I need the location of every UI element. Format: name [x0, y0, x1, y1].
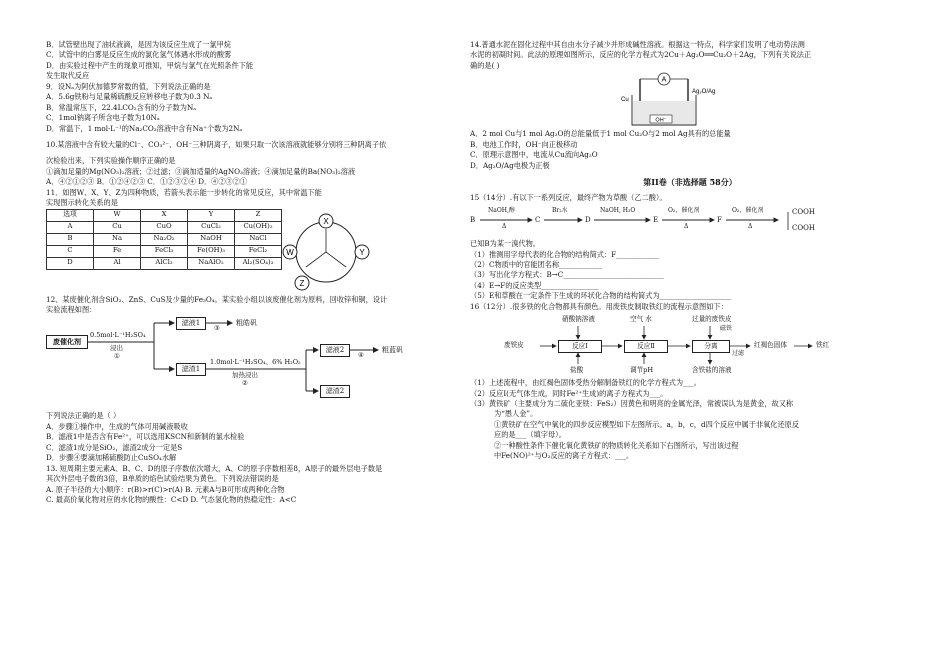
option-line: D．Ag₂O/Ag电极为正极	[470, 160, 550, 170]
adjust-ph: 调节pH	[630, 366, 654, 375]
heat-4: Δ	[684, 223, 689, 231]
reagent-hcl: 盐酸	[570, 366, 584, 375]
heat-1: Δ	[502, 223, 507, 231]
reaction-chain-15	[470, 203, 910, 239]
table-cell: Fe(OH)₃	[188, 245, 235, 257]
leach-label-1: 浸出	[110, 344, 123, 353]
acid-label-1: 0.5mol·L⁻¹H₂SO₄	[90, 331, 146, 340]
red-brown-solid: 红褐色固体	[754, 341, 787, 350]
table-cell: Al	[94, 257, 141, 269]
table-cell: Cu(OH)₂	[235, 221, 282, 233]
table-header-cell: Z	[235, 209, 282, 221]
question-14: 14.普通水泥在固化过程中其自由水分子减少并形成碱性溶液。根据这一特点，科学家们发明了电动势法测	[470, 40, 805, 49]
conversion-cycle-diagram	[278, 211, 374, 293]
left-block-a	[46, 40, 456, 209]
condition-3: NaOH, H₂O	[600, 207, 636, 215]
option-line: D．步骤④要滴加稀硫酸防止CuSO₄水解	[46, 453, 177, 463]
subquestion: （5）E和草酸在一定条件下生成的环状化合物的结构简式为____________________	[470, 291, 732, 301]
condition-5: O₂，催化剂	[732, 207, 764, 215]
flow16-arrows	[470, 312, 910, 378]
left-column	[46, 40, 456, 505]
text-line: 其次外层电子数的3倍，B单质的焰色试验结果为黄色。下列说法错误的是	[46, 474, 279, 484]
iron-red-product: 铁红	[816, 341, 830, 350]
reaction-2-box: 反应Ⅱ	[624, 340, 668, 353]
table-cell: Na₂O₂	[141, 233, 188, 245]
table-cell: Al₂(SO₄)₃	[235, 257, 282, 269]
option-line: A．5.6g铁粉与足量稀硫酸反应转移电子数为0.3 Nₐ	[46, 92, 213, 102]
table-cell: C	[47, 245, 94, 257]
option-line: A．④②①②③ B．①②④②③ C．①②③②④ D．④②③②①	[46, 177, 248, 187]
text-line: 应的是___（填字母）。	[494, 430, 566, 440]
compound-f: F	[717, 216, 722, 225]
cu-label: Cu	[621, 97, 629, 104]
subquestion: （2）C物质中的官能团名称____________	[470, 259, 603, 269]
table-cell: Na	[94, 233, 141, 245]
compound-d: D	[585, 216, 591, 225]
question-11: 11．如图W、X、Y、Z为四种物质，若箭头表示能一步转化的常见反应，其中常温下能	[46, 187, 322, 197]
text-line: 发生取代反应	[46, 71, 90, 81]
table-cell: NaCl	[235, 233, 282, 245]
text-line: 为“愚人金”。	[494, 409, 538, 419]
step-2-marker: ②	[242, 379, 248, 388]
question-11-figure	[46, 209, 456, 295]
option-line: A．2 mol Cu与1 mol Ag₂O的总能量低于1 mol Cu₂O与2 mol Ag具有的总能量	[470, 129, 731, 139]
cell-diagram	[470, 71, 910, 129]
text-line: 次检验出来，下列实验操作顺序正确的是	[46, 156, 176, 166]
text-line: ①滴加足量的Mg(NO₃)₂溶液；②过滤；③滴加适量的AgNO₃溶液；④滴加足量的Ba(NO₃)₂溶液	[46, 166, 356, 176]
option-line: B．常温常压下，22.4LCO₂含有的分子数为Nₐ	[46, 102, 197, 112]
table-cell: D	[47, 257, 94, 269]
label-w: W	[286, 247, 294, 257]
text-line: B．试管壁出现了油状液滴，是因为该反应生成了一氯甲烷	[46, 40, 231, 49]
text-line: 中Fe(NO)²⁺与O₂反应的离子方程式：___。	[494, 451, 634, 461]
table-cell: CuO	[141, 221, 188, 233]
section-heading: 第II卷（非选择题 58分）	[643, 177, 737, 188]
table-cell: NaOH	[188, 233, 235, 245]
reaction-1-box: 反应Ⅰ	[558, 340, 602, 353]
option-line: B．滤液1中是否含有Fe²⁺，可以选用KSCN和新制的氯水检验	[46, 432, 245, 442]
option-line: C．原理示意图中，电流从Cu流向Ag₂O	[470, 150, 598, 160]
option-line: C．滤渣1成分是SiO₂，滤渣2成分一定是S	[46, 442, 183, 452]
acid-label-2: 1.0mol·L⁻¹H₂SO₄、6% H₂O₂	[210, 358, 301, 367]
subquestion: （2）反应Ⅰ(无气体生成，同时Fe²⁺生成)的离子方程式为___。	[470, 388, 668, 398]
question-12: 12、某废催化剂含SiO₂、ZnS、CuS及少量的Fe₃O₄。某实验小组以该废催化剂为原料，回收锌和铜，设计	[46, 294, 388, 304]
condition-2: Br₂水	[552, 207, 568, 215]
table-cell: CuCl₂	[188, 221, 235, 233]
oxalic-cooh-bottom: COOH	[792, 224, 815, 233]
reagent-air-water: 空气 水	[630, 315, 652, 324]
compound-c: C	[535, 216, 541, 225]
heat-5: Δ	[748, 223, 753, 231]
filtrate-1-box: 滤液1	[176, 317, 206, 330]
option-line: C. 最高价氧化物对应的水化物的酸性：C<D D. 气态氢化物的热稳定性：A<C	[46, 494, 297, 504]
text-line: 水泥的初凝时间。此法的原理如图所示，反应的化学方程式为2Cu＋Ag₂O══Cu₂O＋2Ag，下列有关说法正	[470, 50, 812, 60]
text-line: ①黄铁矿在空气中氧化的四步反应模型如下左图所示。a，b，c，d四个反应中属于非氧化还原反	[494, 419, 800, 429]
reaction-flow-16	[470, 312, 910, 378]
text-line: 已知B为某一溴代物。	[470, 239, 540, 249]
substance-table	[46, 209, 282, 270]
magnet-label: 磁铁	[720, 325, 733, 333]
left-block-c	[46, 411, 456, 505]
reagent-scrap-iron: 过量的废铁皮	[692, 315, 732, 324]
question-16: 16（12分）.很多铁的化合物都具有颜色。用废铁皮制取铁红的流程示意图如下：	[470, 301, 728, 311]
table-header-cell: Y	[188, 209, 235, 221]
subquestion: （1）上述流程中，由红褐色固体受热分解制备铁红的化学方程式为___。	[470, 378, 701, 388]
product-2: 粗蓝矾	[382, 346, 403, 355]
table-row	[47, 233, 282, 245]
subquestion: （3）黄铁矿（主要成分为二硫化亚铁：FeS₂）因黄色和明亮的金属光泽，常被误认为是黄金，故又称	[470, 399, 794, 409]
text-line: 实现图示转化关系的是	[46, 198, 118, 208]
option-line: A. 原子半径的大小顺序：r(B)>r(C)>r(A) B. 元素A与B可形成两种化合物	[46, 484, 285, 494]
table-row	[47, 245, 282, 257]
meter-label: A	[661, 76, 667, 84]
step-4-marker: ④	[358, 351, 364, 360]
option-line: C．1mol钠离子所含电子数为10Nₐ	[46, 113, 160, 123]
separation-box: 分离	[692, 340, 730, 353]
text-line: 确的是( )	[470, 60, 500, 70]
question-9: 9．设Nₐ为阿伏加德罗常数的值，下列说法正确的是	[46, 81, 211, 91]
step-1-marker: ①	[114, 352, 120, 361]
filtrate-2-box: 滤液2	[320, 344, 350, 357]
leach-label-2: 加热浸出	[232, 371, 258, 380]
table-cell: Fe	[94, 245, 141, 257]
table-row	[47, 221, 282, 233]
label-y: Y	[359, 247, 365, 257]
filter-label: 过滤	[732, 350, 745, 358]
table-row	[47, 257, 282, 269]
product-1: 粗皓矾	[236, 319, 257, 328]
subquestion: （4）E→F的反应类型________________	[470, 280, 599, 290]
table-header-cell: X	[141, 209, 188, 221]
reagent-nitrate: 硝酸钠溶液	[562, 315, 595, 324]
text-line: C．试管中的白雾是反应生成的氯化氢气体遇水形成的酸雾	[46, 50, 232, 60]
oh-label: OH⁻	[655, 117, 667, 124]
label-x: X	[323, 216, 329, 226]
text-line: 实验流程如图：	[46, 305, 97, 314]
option-line: B．电池工作时，OH⁻向正极移动	[470, 139, 578, 149]
table-header-cell: 选项	[47, 209, 94, 221]
residue-2-box: 滤渣2	[320, 385, 350, 398]
question-15: 15（14分）.有以下一系列反应，最终产物为草酸（乙二酸）。	[470, 192, 667, 202]
table-cell: AlCl₃	[141, 257, 188, 269]
condition-4: O₂，催化剂	[668, 207, 700, 215]
question-13: 13. 短周期主要元素A、B、C、D的原子序数依次增大，A、C的原子序数相差8，A原子的最外层电子数是	[46, 463, 383, 473]
iron-salt-solution: 含铁盐的溶液	[692, 366, 732, 375]
subquestion: （1）推测用字母代表的化合物的结构简式：F____________	[470, 249, 660, 259]
source-box: 废催化剂	[46, 335, 88, 349]
table-cell: FeCl₂	[235, 245, 282, 257]
text-line: 下列说法正确的是（ ）	[46, 411, 121, 421]
electrochemical-cell-icon	[620, 71, 720, 129]
table-cell: A	[47, 221, 94, 233]
oxalic-cooh-top: COOH	[792, 208, 815, 217]
question-10: 10.某溶液中含有较大量的Cl⁻、CO₃²⁻、OH⁻三种阴离子，如果只取一次该溶液就能够分别将三种阴离子依	[46, 139, 387, 149]
condition-1: NaOH,醇	[488, 207, 515, 215]
right-column	[470, 40, 910, 462]
compound-b: B	[470, 216, 476, 225]
compound-e: E	[653, 216, 659, 225]
label-z: Z	[299, 278, 305, 288]
subquestion: （3）写出化学方程式：B→C____________________________	[470, 270, 664, 280]
step-3-marker: ③	[214, 324, 220, 333]
table-cell: B	[47, 233, 94, 245]
text-line: D．由实验过程中产生的现象可推知，甲烷与氯气在光照条件下能	[46, 60, 254, 70]
table-cell: FeCl₃	[141, 245, 188, 257]
table-header-cell: W	[94, 209, 141, 221]
process-flowchart	[46, 315, 456, 411]
table-cell: Cu	[94, 221, 141, 233]
option-line: A．步骤①操作中，生成的气体可用碱液吸收	[46, 421, 188, 431]
text-line: ②一种酸性条件下催化氧化黄铁矿的物质转化关系如下右图所示，写出该过程	[494, 440, 739, 450]
residue-1-box: 滤渣1	[176, 363, 206, 376]
ag-label: Ag₂O/Ag	[692, 89, 716, 96]
table-cell: NaAlO₂	[188, 257, 235, 269]
table-header-row	[47, 209, 282, 221]
scrap-iron-source: 废铁皮	[504, 341, 524, 350]
option-line: D．常温下，1 mol·L⁻¹的Na₂CO₃溶液中含有Na⁺个数为2Nₐ	[46, 123, 243, 133]
